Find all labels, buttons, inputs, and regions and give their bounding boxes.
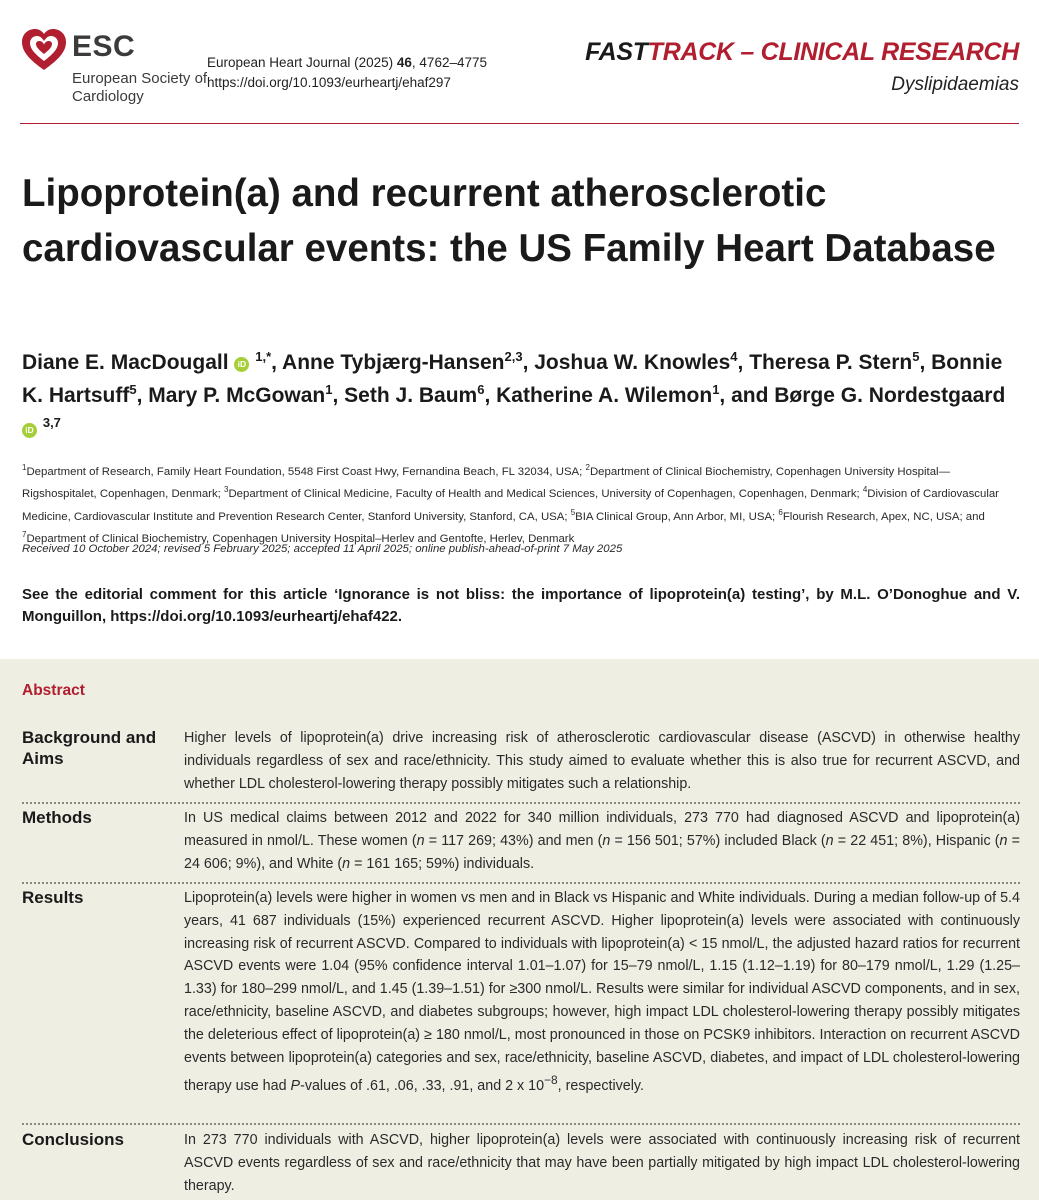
author-affiliation-marker: 3,7: [42, 415, 61, 430]
results-text-part: Lipoprotein(a) levels were higher in women vs men and in Black vs Hispanic and White individuals. During a median follow-up of 5.4 years, 41 687 individuals (15%) experienced recurrent ASCVD. Higher lipoprotein(a) levels were associated with continuously increasing risk of recurrent ASCVD. Compared to individuals with lipoprotein(a) < 15 nmol/L, the adjusted hazard ratios for recurrent ASCVD events were 1.04 (95% confidence interval 1.01–1.07) for 15–79 nmol/L, 1.15 (1.12–1.19) for 80–179 nmol/L, 1.29 (1.25–1.33) for 180–299 nmol/L, and 1.45 (1.39–1.51) for ≥300 nmol/L. Results were similar for individual ASCVD components, and in sex, race/ethnicity, baseline ASCVD, and diabetes subgroups; however, high impact LDL cholesterol-lowering therapy possibly mitigates the deleterious effect of lipoprotein(a) ≥ 180 nmol/L, most pronounced in those on PCSK9 inhibitors. Interaction on recurrent ASCVD events between lipoprotein(a) categories and sex, race/ethnicity, baseline ASCVD, diabetes, and impact of LDL cholesterol-lowering therapy use had: [184, 890, 1020, 1095]
journal-name-year: European Heart Journal (2025): [207, 55, 394, 70]
orcid-icon[interactable]: iD: [234, 357, 249, 372]
results-text-part: -values of .61, .06, .33, .91, and 2 x 10: [300, 1078, 545, 1095]
author-name[interactable]: Katherine A. Wilemon: [496, 384, 713, 407]
author-name[interactable]: Bonnie K. Hartsuff: [22, 351, 1003, 407]
author-affiliation-marker: 1: [712, 382, 720, 397]
received-dates: Received 10 October 2024; revised 5 February 2025; accepted 11 April 2025; online publish-ahead-of-print 7 May 2025: [22, 543, 623, 555]
journal-reference: [207, 53, 487, 73]
conclusions-heading: Conclusions: [22, 1130, 125, 1149]
author-name[interactable]: Joshua W. Knowles: [534, 351, 731, 374]
header-divider: [20, 123, 1019, 124]
affiliation-number: 1: [22, 463, 27, 472]
page-header: [0, 0, 1039, 124]
conclusions-text: In 273 770 individuals with ASCVD, higher lipoprotein(a) levels were associated with continuously increasing risk of recurrent ASCVD events regardless of sex and race/ethnicity that may have been partially mitigated by high impact LDL cholesterol-lowering therapy.: [184, 1132, 1020, 1194]
section-divider: [22, 1123, 1020, 1125]
orcid-icon[interactable]: iD: [22, 423, 37, 438]
p-symbol: P: [290, 1078, 301, 1095]
results-heading: Results: [22, 888, 84, 907]
background-heading: Background and Aims: [22, 728, 157, 768]
n-symbol: n: [342, 855, 351, 872]
n-symbol: n: [825, 832, 834, 849]
affiliation-text: Department of Clinical Medicine, Faculty of Health and Medical Sciences, University of Copenhagen, Copenhagen, Denmark;: [228, 488, 863, 501]
author-affiliation-marker: 4: [730, 349, 738, 364]
logo-abbreviation: ESC: [72, 30, 136, 63]
methods-heading: Methods: [22, 808, 92, 827]
affiliation-text: Department of Research, Family Heart Foundation, 5548 First Coast Hwy, Fernandina Beach, FL 32034, USA;: [26, 465, 586, 478]
affiliation-number: 2: [585, 463, 590, 472]
author-affiliation-marker: 5: [912, 349, 920, 364]
methods-text-part: In US medical claims between 2012 and 2022 for 340 million individuals, 273 770 had diagnosed ASCVD and lipoprotein(a) measured in nmol/L. These women (: [184, 810, 1020, 849]
doi-link[interactable]: https://doi.org/10.1093/eurheartj/ehaf297: [207, 75, 451, 90]
affiliation-text: Department of Clinical Biochemistry, Copenhagen University Hospital—Rigshospitalet, Copenhagen, Denmark;: [22, 465, 950, 501]
affiliation-number: 3: [223, 485, 229, 495]
background-text: Higher levels of lipoprotein(a) drive increasing risk of atherosclerotic cardiovascular disease (ASCVD) in otherwise healthy individuals regardless of sex and race/ethnicity. This study aimed to evaluate whether this is also true for recurrent ASCVD, and whether LDL cholesterol-lowering therapy possibly mitigates such a relationship.: [184, 730, 1020, 792]
section-divider: [22, 802, 1020, 804]
abstract-heading: Abstract: [22, 682, 85, 699]
author-name[interactable]: Børge G. Nordestgaard: [774, 384, 1006, 407]
exponent: −8: [544, 1073, 558, 1088]
journal-citation: [207, 53, 487, 93]
author-name[interactable]: Theresa P. Stern: [749, 351, 913, 374]
methods-text-part: = 156 501; 57%) included Black (: [610, 832, 826, 849]
n-symbol: n: [416, 832, 425, 849]
author-name[interactable]: Anne Tybjærg-Hansen: [282, 351, 505, 374]
methods-text-part: = 22 451; 8%), Hispanic (: [833, 832, 1000, 849]
methods-text-part: = 117 269; 43%) and men (: [424, 832, 603, 849]
author-name[interactable]: Seth J. Baum: [344, 384, 478, 407]
affiliation-number: 4: [862, 485, 868, 495]
section-banner: [585, 38, 1019, 67]
article-title: Lipoprotein(a) and recurrent atherosclerotic cardiovascular events: the US Family Heart Database: [22, 172, 996, 270]
author-affiliation-marker: 1: [325, 382, 333, 397]
author-name[interactable]: Diane E. MacDougall: [22, 351, 229, 374]
journal-volume: 46: [396, 55, 412, 70]
section-divider: [22, 882, 1020, 884]
affiliation-text: Flourish Research, Apex, NC, USA; and: [782, 510, 985, 523]
author-list: Diane E. MacDougall iD $^{1,*}$, Anne Tybjærg-Hansen$^{2,3}$, Joshua W. Knowles$^4$, Theresa P. Stern$^5$, Bonnie K. Hartsuff$^5$, Mary P. McGowan$^1$, Seth J. Baum$^6$, Katherine A. Wilemon$^1$, and Børge G. Nordestgaard iD $^{3,7}$: [22, 346, 1022, 445]
affiliation-text: Division of Cardiovascular Medicine, Cardiovascular Institute and Prevention Research Center, Stanford University, Stanford, CA, USA;: [22, 488, 999, 523]
results-text-part: , respectively.: [557, 1078, 644, 1095]
methods-text-part: = 24 606; 9%), and White (: [184, 832, 1020, 872]
article-category: Dyslipidaemias: [891, 74, 1019, 95]
author-name[interactable]: Mary P. McGowan: [148, 384, 326, 407]
author-affiliation-marker: 5: [129, 382, 137, 397]
methods-text: [184, 807, 1020, 875]
affiliations: [22, 459, 1020, 548]
n-symbol: n: [999, 832, 1008, 849]
affiliation-text: Department of Clinical Biochemistry, Copenhagen University Hospital–Herlev and Gentofte, Herlev, Denmark: [26, 532, 575, 545]
author-affiliation-marker: 2,3: [504, 349, 523, 364]
n-symbol: n: [602, 832, 611, 849]
methods-text-part: = 161 165; 59%) individuals.: [350, 855, 535, 872]
track-label: TRACK – CLINICAL RESEARCH: [647, 38, 1019, 66]
results-text: [184, 887, 1020, 1098]
heart-logo-icon: [20, 28, 68, 72]
author-affiliation-marker: 1,*: [255, 349, 272, 364]
journal-pages: , 4762–4775: [411, 55, 487, 70]
affiliation-number: 7: [22, 529, 27, 539]
fast-label: FAST: [585, 38, 648, 66]
affiliation-text: BIA Clinical Group, Ann Arbor, MI, USA;: [575, 510, 779, 523]
affiliation-number: 5: [570, 507, 576, 517]
editorial-comment[interactable]: See the editorial comment for this article ‘Ignorance is not bliss: the importance of lipoprotein(a) testing’, by M.L. O’Donoghue and V. Monguillon, https://doi.org/10.1093/eurheartj/ehaf422.: [22, 586, 1020, 625]
esc-logo[interactable]: [20, 28, 210, 108]
logo-society-name: European Society of Cardiology: [72, 70, 208, 105]
affiliation-number: 6: [778, 507, 783, 517]
author-affiliation-marker: 6: [477, 382, 485, 397]
